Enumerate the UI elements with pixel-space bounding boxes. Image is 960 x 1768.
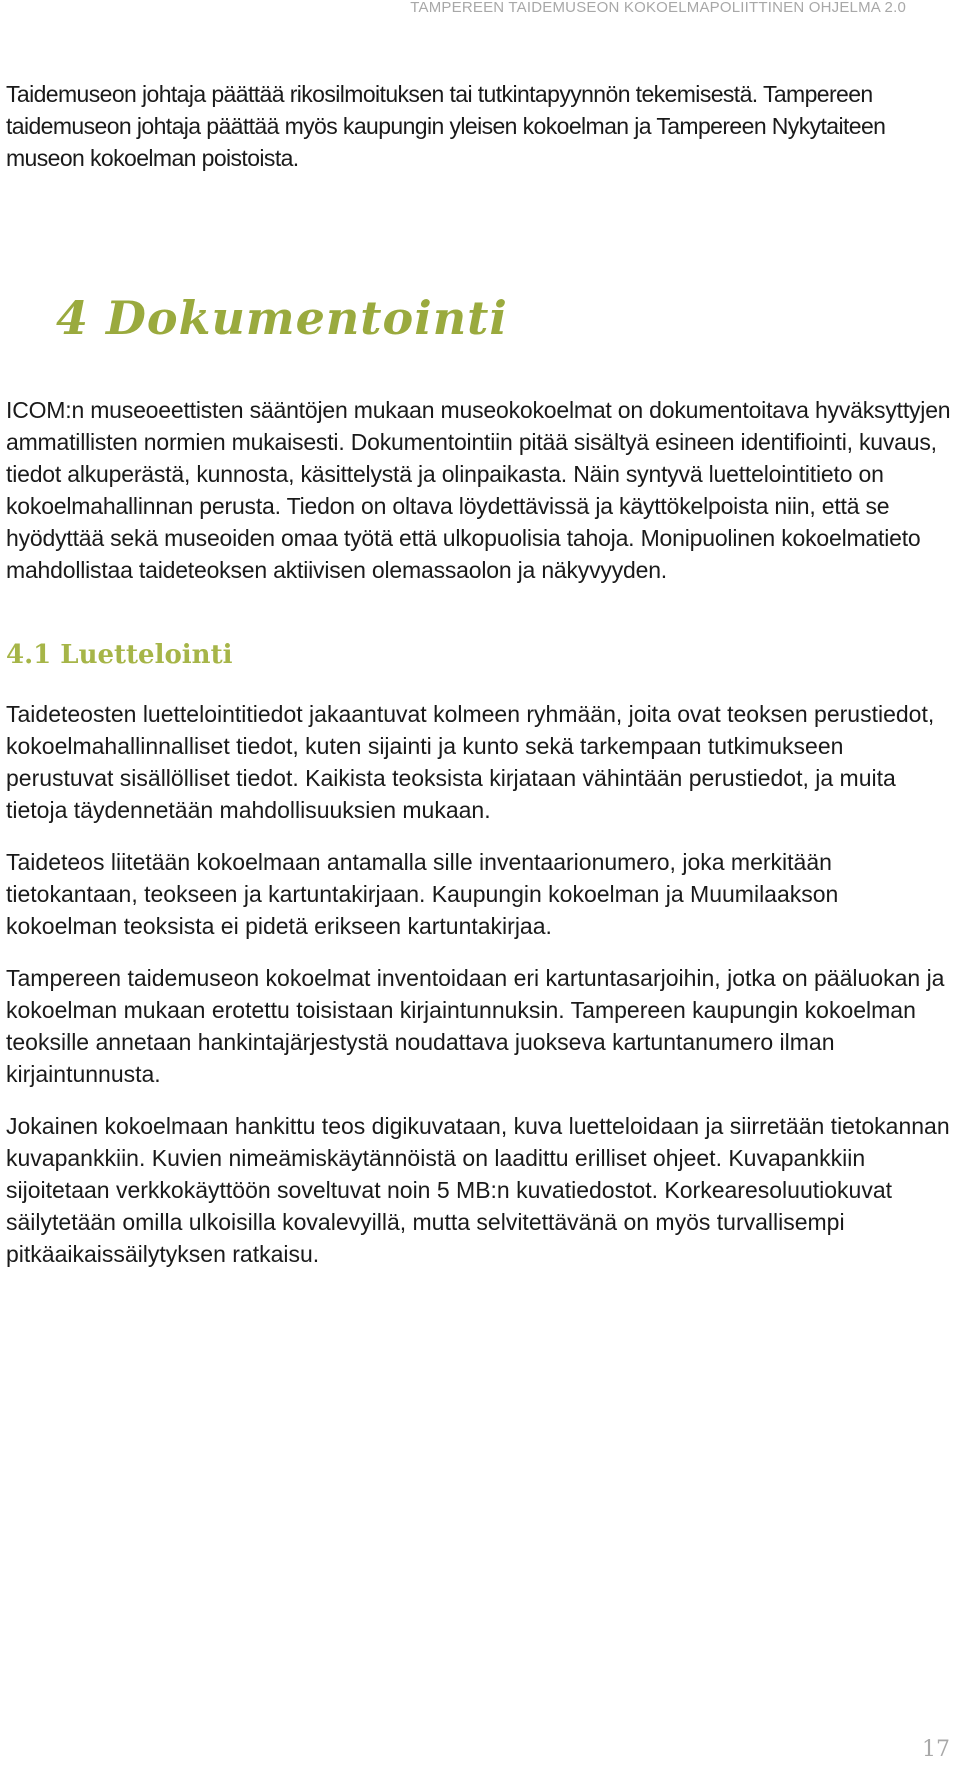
chapter-sentence-usability: Tiedon on oltava löydettävissä ja käyttökelpoista niin, että se hyödyttää sekä museoiden omaa työtä että ulkopuolisia tahoja.: [6, 493, 890, 551]
chapter-sentence-basis: Näin syntyvä luettelointitieto on kokoelmahallinnan perusta.: [6, 461, 884, 519]
chapter-sentence-visibility: Monipuolinen kokoelmatieto mahdollistaa taideteoksen aktiivisen olemassaolon ja näkyvyyden.: [6, 525, 921, 583]
section-paragraph: Tampereen taidemuseon kokoelmat inventoidaan eri kartuntasarjoihin, jotka on pääluokan ja kokoelman mukaan erotettu toisistaan kirjaintunnuksin. Tampereen kaupungin kokoelman teoksille annetaan hankintajärjestystä noudattava juokseva kartuntanumero ilman kirjaintunnusta.: [6, 965, 945, 1087]
section-paragraph: Taideteos liitetään kokoelmaan antamalla sille inventaarionumero, joka merkitään tietokantaan, teokseen ja kartuntakirjaan. Kaupungin kokoelman ja Muumilaakson kokoelman teoksista ei pidetä erikseen kartuntakirjaa.: [6, 849, 839, 939]
section-paragraph: Taideteosten luettelointitiedot jakaantuvat kolmeen ryhmään, joita ovat teoksen perustiedot, kokoelmahallinnalliset tiedot, kuten sijainti ja kunto sekä tarkempaan tutkimukseen perustuvat sisällölliset tiedot. Kaikista teoksista kirjataan vähintään perustiedot, ja muita tietoja täydennetään mahdollisuuksien mukaan.: [6, 701, 935, 823]
page-body: [6, 78, 952, 1270]
section-paragraph: Jokainen kokoelmaan hankittu teos digikuvataan, kuva luetteloidaan ja siirretään tietokannan kuvapankkiin. Kuvien nimeämiskäytännöistä on laadittu erilliset ohjeet. Kuvapankkiin sijoitetaan verkkokäyttöön soveltuvat noin 5 MB:n kuvatiedostot. Korkearesoluutiokuvat säilytetään omilla ulkoisilla kovalevyillä, mutta selvitettävänä on myös turvallisempi pitkäaikaissäilytyksen ratkaisu.: [6, 1113, 950, 1267]
chapter-sentence-icom: ICOM:n museoeettisten sääntöjen mukaan museokokoelmat on dokumentoitava hyväksyttyjen ammatillisten normien mukaisesti.: [6, 397, 951, 455]
chapter-sentence-contents: Dokumentointiin pitää sisältyä esineen identifiointi, kuvaus, tiedot alkuperästä, kunnosta, käsittelystä ja olinpaikasta.: [6, 429, 937, 487]
running-header: TAMPEREEN TAIDEMUSEON KOKOELMAPOLIITTINEN OHJELMA 2.0: [410, 0, 906, 16]
chapter-paragraph: [6, 394, 952, 586]
section-title: 4.1 Luettelointi: [6, 640, 233, 670]
chapter-title: 4 Dokumentointi: [56, 291, 508, 345]
intro-paragraph: Taidemuseon johtaja päättää rikosilmoituksen tai tutkintapyynnön tekemisestä. Tampereen taidemuseon johtaja päättää myös kaupungin yleisen kokoelman ja Tampereen Nykytaiteen museon kokoelman poistoista.: [6, 81, 886, 171]
page-number: 17: [922, 1737, 950, 1762]
